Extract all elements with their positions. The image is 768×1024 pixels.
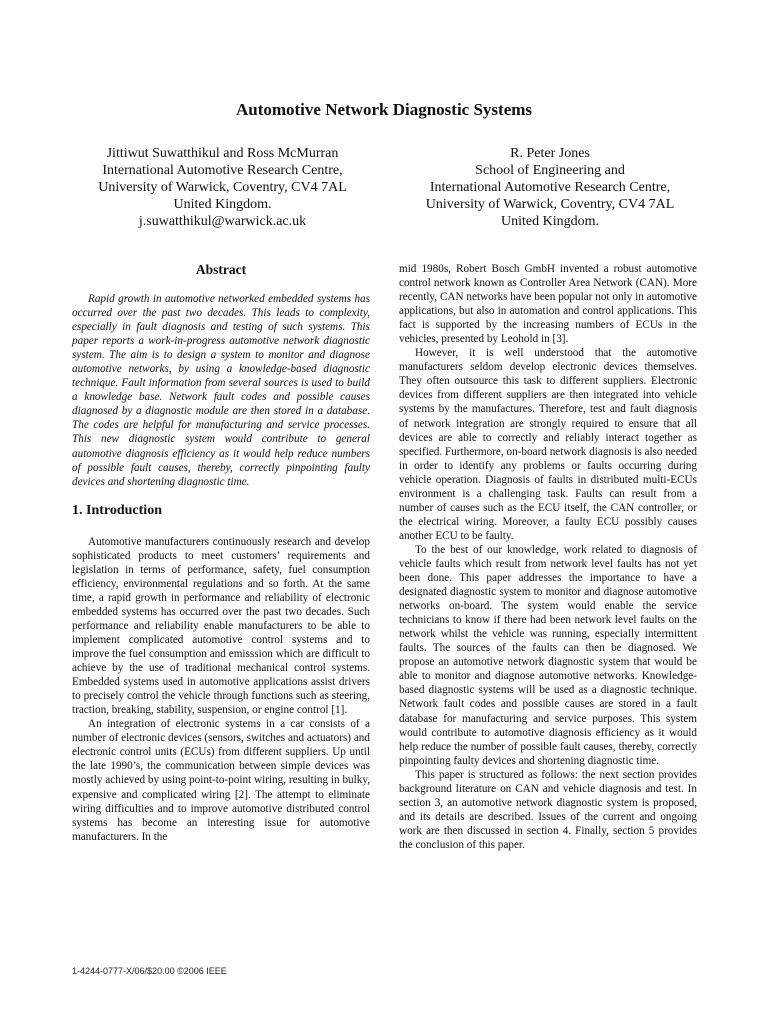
paper-title: Automotive Network Diagnostic Systems xyxy=(235,100,533,119)
author-country: United Kingdom. xyxy=(501,214,599,229)
author-names: R. Peter Jones xyxy=(510,146,590,161)
paragraph: However, it is well understood that the automotive manufacturers seldom develop electronic devices themselves. They often outsource this task to different suppliers. Electronic devices from different suppliers are then integrated into vehicle systems by the manufactures. Therefore, test and fault diagnosis of network integration are strongly required to ensure that all devices are able to correctly and reliably interact together as specified. Furthermore, on-board network diagnosis is also needed in order to identify any problems or faults occurring during vehicle operation. Diagnosis of faults in distributed multi-ECUs environment is a challenging task. Faults can result from a number of causes such as the ECU itself, the CAN controller, or the electrical wiring. Moreover, a faulty ECU possibly causes another ECU to be faulty. xyxy=(399,347,697,542)
author-department: School of Engineering and xyxy=(475,163,625,178)
left-column xyxy=(72,262,370,844)
introduction-heading: 1. Introduction xyxy=(72,502,162,518)
paragraph: mid 1980s, Robert Bosch GmbH invented a robust automotive control network known as Controller Area Network (CAN). More recently, CAN networks have been popular not only in automotive applications, but also in automation and control applications. This fact is supported by the increasing numbers of ECUs in the vehicles, presented by Leohold in [3]. xyxy=(399,263,697,346)
author-block-left xyxy=(60,145,385,230)
author-affiliation: International Automotive Research Centre, xyxy=(429,180,671,195)
paragraph: To the best of our knowledge, work related to diagnosis of vehicle faults which result from network level faults has not yet been done. This paper addresses the importance to have a designated diagnostic system to monitor and diagnose automotive networks on-board. The system would enable the service technicians to know if there had been network level faults on the network whilst the vehicle was running, especially intermittent faults. The sources of the faults can then be diagnosed. We propose an automotive network diagnostic system that would be able to monitor and diagnose automotive networks. Knowledge-based diagnostic systems will be used as a diagnostic technique. Network fault codes and possible causes are stored in a fault database for manufacturing and service purposes. This system would contribute to automotive diagnosis efficiency as it would help reduce the number of possible fault causes, thereby, correctly pinpointing faulty devices and shortening diagnostic time. xyxy=(399,543,697,767)
author-names: Jittiwut Suwatthikul and Ross McMurran xyxy=(106,146,339,161)
author-address: University of Warwick, Coventry, CV4 7AL xyxy=(425,197,675,212)
abstract-text: Rapid growth in automotive networked embedded systems has occurred over the past two decades. This leads to complexity, especially in fault diagnosis and testing of such systems. This paper reports a work-in-progress automotive network diagnostic system. The aim is to design a system to monitor and diagnose automotive networks, by using a knowledge-based diagnostic technique. Fault information from several sources is used to build a knowledge base. Network fault codes and possible causes diagnosed by a diagnostic module are then stored in a database. The codes are helpful for manufacturing and service processes. This new diagnostic system would contribute to general automotive diagnosis efficiency as it would help reduce numbers of possible fault causes, thereby, correctly pinpointing faulty devices and shortening diagnostic time. xyxy=(72,293,370,488)
abstract-heading: Abstract xyxy=(195,262,247,277)
author-block-right xyxy=(405,145,695,230)
paragraph: This paper is structured as follows: the next section provides background literature on CAN and vehicle diagnosis and test. In section 3, an automotive network diagnostic system is proposed, and its details are described. Issues of the current and ongoing work are then discussed in section 4. Finally, section 5 provides the conclusion of this paper. xyxy=(399,768,697,851)
author-country: United Kingdom. xyxy=(173,197,272,212)
paragraph: Automotive manufacturers continuously research and develop sophisticated products to meet customers’ requirements and legislation in terms of performance, safety, fuel consumption efficiency, environmental regulations and so forth. At the same time, a rapid growth in performance and reliability of electronic embedded systems has occurred over the past two decades. Such performance and reliability enable manufacturers to be able to implement complicated automotive control systems and to improve the fuel consumption and emisssion which are difficult to achieve by the use of traditional mechanical control systems. Embedded systems used in automotive applications assist drivers to precisely control the vehicle through functions such as steering, traction, breaking, stability, suspension, or engine control [1]. xyxy=(72,535,370,717)
right-column xyxy=(399,262,697,852)
author-address: University of Warwick, Coventry, CV4 7AL xyxy=(98,180,347,195)
paragraph: An integration of electronic systems in a car consists of a number of electronic devices (sensors, switches and actuators) and electronic control units (ECUs) from different suppliers. Up until the late 1990’s, the communication between simple devices was mostly achieved by using point-to-point wiring, resulting in bulky, expensive and complicated wiring [2]. The attempt to eliminate wiring difficulties and to improve automotive distributed control systems has become an interesting issue for automotive manufacturers. In the xyxy=(72,718,370,843)
copyright-footer: 1-4244-0777-X/06/$20.00 ©2006 IEEE xyxy=(72,966,227,976)
author-affiliation: International Automotive Research Centre, xyxy=(102,163,343,178)
author-email: j.suwatthikul@warwick.ac.uk xyxy=(138,214,307,229)
